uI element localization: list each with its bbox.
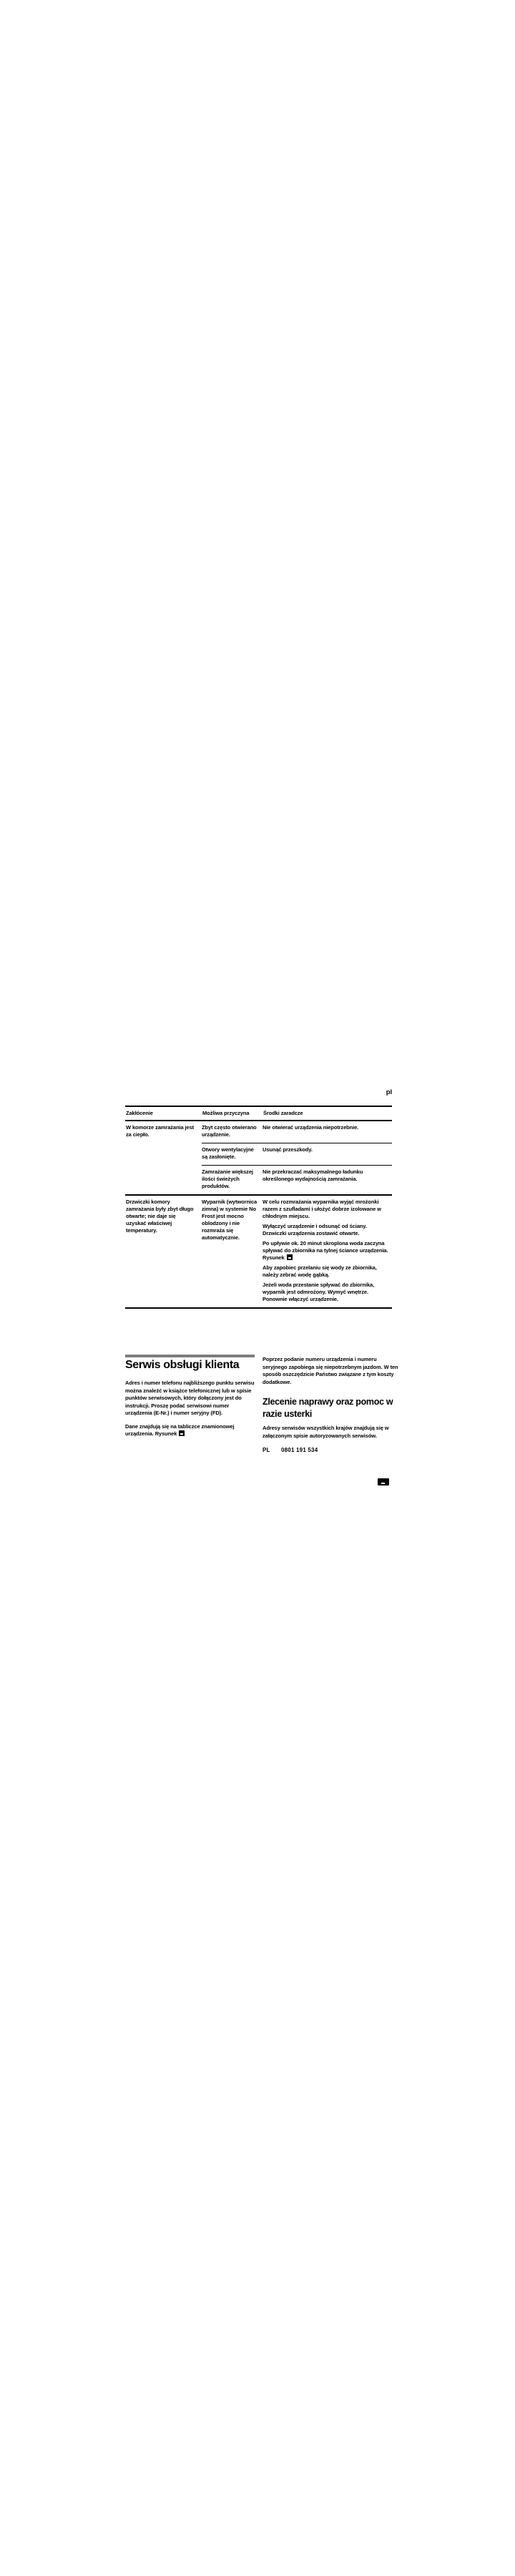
remedy-paragraph: Usunąć przeszkody. — [263, 1146, 313, 1153]
remedy-cell — [263, 1121, 392, 1143]
remedy-cell — [263, 1166, 392, 1194]
phone-number: 0801 191 534 — [281, 1447, 318, 1453]
table-header-remedy: Środki zaradcze — [263, 1110, 303, 1116]
remedy-paragraph: Aby zapobiec przelaniu się wody ze zbiornika, należy zebrać wodę gąbką. — [263, 1264, 377, 1278]
table-subrow — [202, 1121, 392, 1143]
service-paragraph: Poprzez podanie numeru urządzenia i numeru seryjnego zapobiega się niepotrzebnym jazdom. W ten sposób oszczędzicie Państwo związane z tym koszty dodatkowe. — [263, 1356, 398, 1385]
service-paragraph — [125, 1423, 257, 1438]
remedy-paragraph: Nie przekraczać maksymalnego ładunku określonego wydajnością zamrażania. — [263, 1169, 363, 1182]
remedy-paragraph: W celu rozmrażania wyparnika wyjąć mrożonki razem z szufladami i ułożyć dobrze izolowane w chłodnym miejscu. — [263, 1199, 381, 1219]
remedy-cell — [263, 1143, 392, 1165]
service-phone-row — [263, 1447, 399, 1455]
table-header-fault: Zakłócenie — [126, 1110, 153, 1116]
cause-cell: Zamrażanie większej ilości świeżych produktów. — [202, 1169, 253, 1189]
remedy-paragraph: Nie otwierać urządzenia niepotrzebnie. — [263, 1124, 359, 1131]
remedy-cell — [263, 1196, 392, 1307]
table-subrow — [202, 1165, 392, 1194]
cause-remedy-group — [202, 1121, 392, 1194]
remedy-paragraph: Wyłączyć urządzenie i odsunąć od ściany. Drzwiczki urządzenia zostawić otwarte. — [263, 1223, 367, 1236]
phone-country-code: PL — [263, 1447, 270, 1453]
page-number-badge — [378, 1478, 389, 1485]
table-subrow — [202, 1196, 392, 1307]
table-row — [125, 1121, 392, 1194]
remedy-text: Po upływie ok. 20 minut skroplona woda zaczyna spływać do zbiornika na tylnej ściance urządzenia. Rysunek — [263, 1240, 388, 1261]
cause-cell: Otwory wentylacyjne są zasłonięte. — [202, 1146, 254, 1160]
service-right-column — [263, 1356, 399, 1455]
table-header-cause: Możliwa przyczyna — [202, 1110, 250, 1116]
service-text: Dane znajdują się na tabliczce znamionowej urządzenia. Rysunek — [125, 1423, 235, 1437]
remedy-paragraph: Jeżeli woda przestanie spływać do zbiornika, wyparnik jest odmrożony. Wymyć wnętrze. Ponownie włączyć urządzenie. — [263, 1282, 375, 1302]
service-left-column — [125, 1380, 257, 1438]
customer-service-title: Serwis obsługi klienta — [125, 1359, 240, 1371]
table-subrow — [202, 1143, 392, 1165]
page-language-marker: pl — [386, 1088, 392, 1096]
cause-cell: Zbyt często otwierano urządzenie. — [202, 1124, 257, 1138]
fault-cell: W komorze zamrażania jest za ciepło. — [126, 1124, 195, 1138]
table-row — [125, 1194, 392, 1307]
fault-cell: Drzwiczki komory zamrażania były zbyt długo otwarte; nie daje się uzyskać właściwej temperatury. — [126, 1199, 194, 1234]
remedy-paragraph — [263, 1240, 391, 1262]
service-paragraph: Adres i numer telefonu najbliższego punktu serwisu można znaleźć w książce telefonicznej lub w spisie punktów serwisowych, który dołączony jest do instrukcji. Proszę podać serwisowi numer urządzenia (E-Nr.) i numer seryjny (FD). — [125, 1380, 255, 1416]
cause-remedy-group — [202, 1196, 392, 1307]
service-paragraph: Adresy serwisów wszystkich krajów znajdują się w załączonym spisie autoryzowanych serwisów. — [263, 1425, 389, 1439]
table-header-row — [125, 1107, 392, 1121]
figure-ref-icon — [287, 1254, 293, 1260]
figure-ref-icon — [179, 1430, 185, 1436]
repair-order-subheading: Zlecenie naprawy oraz pomoc w razie usterki — [263, 1397, 393, 1419]
cause-cell: Wyparnik (wytwornica zimna) w systemie No Frost jest mocno oblodzony i nie rozmraża się automatycznie. — [202, 1199, 258, 1241]
section-divider-bar — [125, 1355, 255, 1357]
troubleshooting-table — [125, 1106, 392, 1309]
